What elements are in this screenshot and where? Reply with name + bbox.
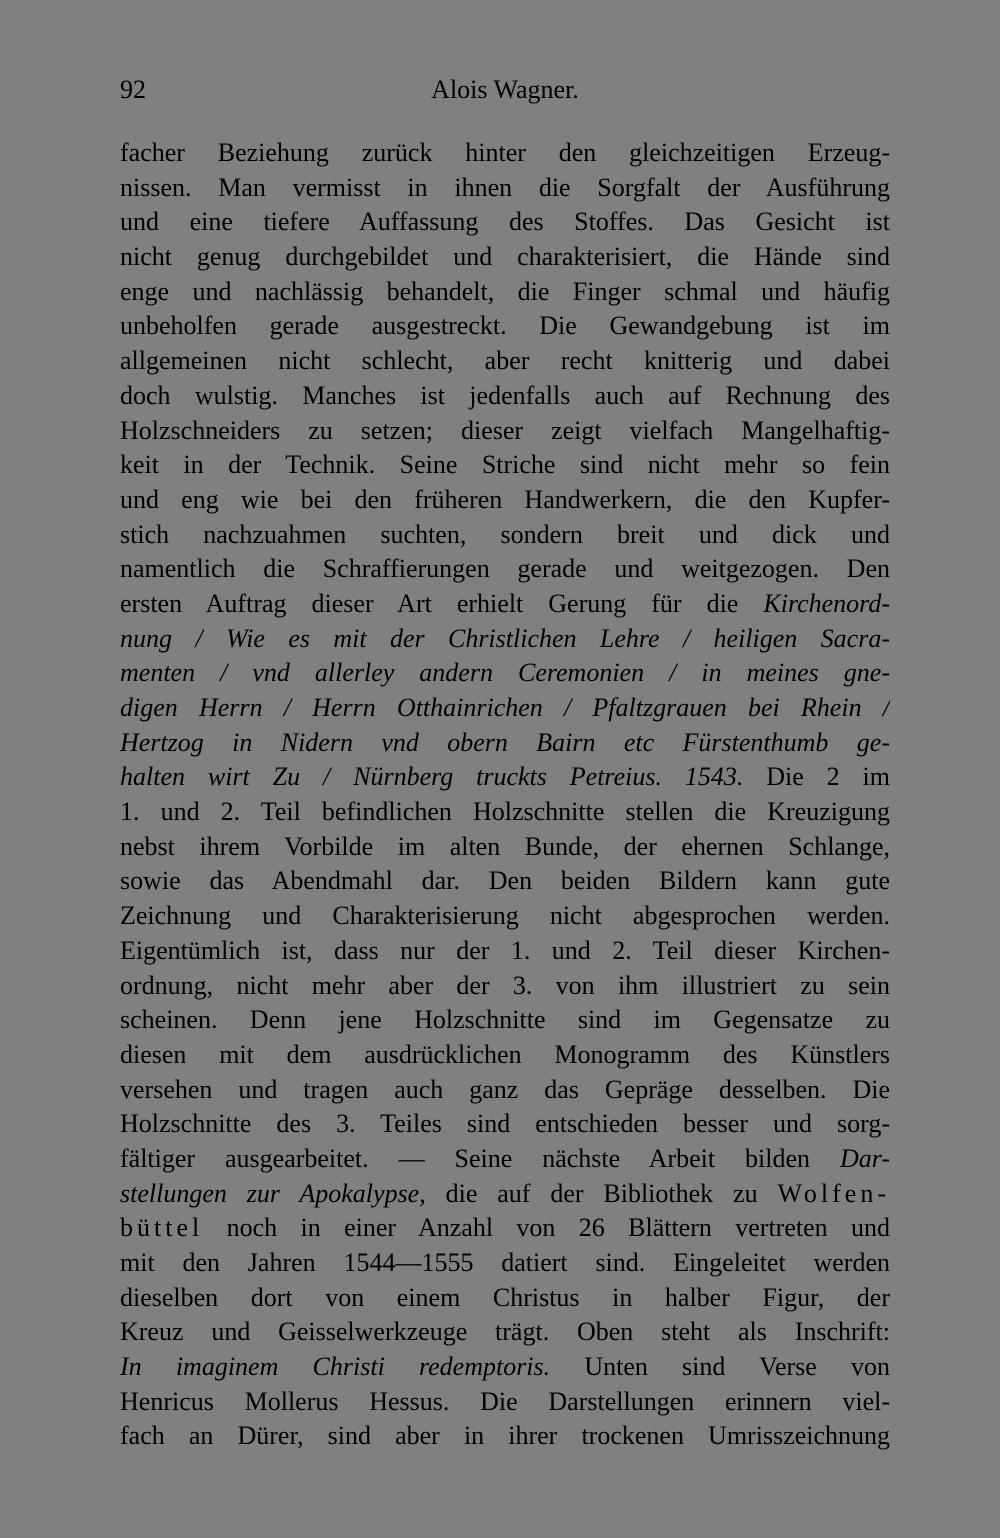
text-segment: unbeholfen gerade ausgestreckt. Die Gewandgebung ist im <box>120 311 890 341</box>
text-line <box>120 760 890 795</box>
text-segment: die auf der Bibliothek zu <box>425 1178 778 1208</box>
text-segment: Kreuz und Geisselwerkzeuge trägt. Oben steht als Inschrift: <box>120 1317 890 1347</box>
text-line <box>120 1246 890 1281</box>
text-line <box>120 587 890 622</box>
text-segment: Zeichnung und Charakterisierung nicht abgesprochen werden. <box>120 901 890 931</box>
text-line <box>120 309 890 344</box>
text-line <box>120 344 890 379</box>
text-line <box>120 830 890 865</box>
text-segment: ersten Auftrag dieser Art erhielt Gerung für die <box>120 588 764 618</box>
text-line <box>120 552 890 587</box>
page-header <box>120 72 890 108</box>
text-segment: enge und nachlässig behandelt, die Finger schmal und häufig <box>120 276 890 306</box>
text-segment: sowie das Abendmahl dar. Den beiden Bildern kann gute <box>120 866 890 896</box>
text-segment: noch in einer Anzahl von 26 Blättern vertreten und <box>203 1213 890 1243</box>
text-segment: keit in der Technik. Seine Striche sind nicht mehr so fein <box>120 450 890 480</box>
text-line <box>120 934 890 969</box>
text-line <box>120 379 890 414</box>
text-line <box>120 1038 890 1073</box>
text-segment: 1. und 2. Teil befindlichen Holzschnitte stellen die Kreuzigung <box>120 797 890 827</box>
text-line <box>120 1281 890 1316</box>
spaced-text: Wolfen- <box>777 1178 890 1208</box>
text-line <box>120 483 890 518</box>
spaced-text: büttel <box>120 1213 204 1243</box>
text-line <box>120 795 890 830</box>
text-line <box>120 136 890 171</box>
text-line <box>120 1211 890 1246</box>
italic-text: Hertzog in Nidern vnd obern Bairn etc Fürstenthumb ge- <box>120 727 890 757</box>
text-segment: fältiger ausgearbeitet. — Seine nächste Arbeit bilden <box>120 1143 840 1173</box>
text-segment: versehen und tragen auch ganz das Gepräge desselben. Die <box>120 1074 890 1104</box>
text-segment: und eine tiefere Auffassung des Stoffes. Das Gesicht ist <box>120 207 890 237</box>
body-paragraph <box>120 136 890 1454</box>
text-segment: und eng wie bei den früheren Handwerkern, die den Kupfer- <box>120 484 890 514</box>
text-segment: Holzschneiders zu setzen; dieser zeigt vielfach Mangelhaftig- <box>120 415 890 445</box>
text-line <box>120 691 890 726</box>
text-segment: nicht genug durchgebildet und charakterisiert, die Hände sind <box>120 242 890 272</box>
italic-text: stellungen zur Apokalypse, <box>120 1178 426 1208</box>
text-line <box>120 726 890 761</box>
italic-text: In imaginem Christi redemptoris. <box>120 1352 551 1382</box>
italic-text: menten / vnd allerley andern Ceremonien / in meines gne- <box>120 658 890 688</box>
text-segment: Unten sind Verse von <box>550 1352 890 1382</box>
text-segment: namentlich die Schraffierungen gerade und weitgezogen. Den <box>120 554 890 584</box>
text-line <box>120 414 890 449</box>
text-line <box>120 1177 890 1212</box>
running-head: Alois Wagner. <box>431 75 579 104</box>
text-segment: ordnung, nicht mehr aber der 3. von ihm illustriert zu sein <box>120 970 890 1000</box>
text-line <box>120 622 890 657</box>
text-line <box>120 1385 890 1420</box>
page-number: 92 <box>120 75 146 104</box>
text-line <box>120 1315 890 1350</box>
text-line <box>120 1142 890 1177</box>
text-segment: nebst ihrem Vorbilde im alten Bunde, der ehernen Schlange, <box>120 831 890 861</box>
text-segment: Eigentümlich ist, dass nur der 1. und 2. Teil dieser Kirchen- <box>120 935 890 965</box>
text-line <box>120 656 890 691</box>
text-segment: dieselben dort von einem Christus in halber Figur, der <box>120 1282 890 1312</box>
text-line <box>120 1003 890 1038</box>
text-line <box>120 899 890 934</box>
text-line <box>120 1419 890 1454</box>
text-line <box>120 275 890 310</box>
text-segment: diesen mit dem ausdrücklichen Monogramm des Künstlers <box>120 1039 890 1069</box>
text-line <box>120 448 890 483</box>
text-segment: scheinen. Denn jene Holzschnitte sind im Gegensatze zu <box>120 1005 890 1035</box>
text-line <box>120 171 890 206</box>
text-segment: stich nachzuahmen suchten, sondern breit und dick und <box>120 519 890 549</box>
italic-text: digen Herrn / Herrn Otthainrichen / Pfaltzgrauen bei Rhein / <box>120 693 890 722</box>
text-segment: mit den Jahren 1544—1555 datiert sind. Eingeleitet werden <box>120 1248 890 1277</box>
text-line <box>120 1073 890 1108</box>
italic-text: nung / Wie es mit der Christlichen Lehre / heiligen Sacra- <box>120 623 890 653</box>
text-segment: Henricus Mollerus Hessus. Die Darstellungen erinnern viel- <box>120 1386 890 1416</box>
italic-text: halten wirt Zu / Nürnberg truckts Petreius. 1543. <box>120 762 744 792</box>
text-line <box>120 864 890 899</box>
text-line <box>120 518 890 553</box>
text-line <box>120 1107 890 1142</box>
text-segment: Die 2 im <box>743 762 890 792</box>
text-segment: Holzschnitte des 3. Teiles sind entschieden besser und sorg- <box>120 1109 890 1139</box>
text-segment: nissen. Man vermisst in ihnen die Sorgfalt der Ausführung <box>120 172 890 202</box>
italic-text: Dar- <box>839 1143 890 1173</box>
text-line <box>120 205 890 240</box>
text-line <box>120 1350 890 1385</box>
text-segment: facher Beziehung zurück hinter den gleichzeitigen Erzeug- <box>120 138 890 167</box>
text-segment: fach an Dürer, sind aber in ihrer trockenen Umrisszeichnung <box>120 1421 890 1451</box>
text-segment: doch wulstig. Manches ist jedenfalls auch auf Rechnung des <box>120 380 890 410</box>
italic-text: Kirchenord- <box>763 588 890 618</box>
text-segment: allgemeinen nicht schlecht, aber recht knitterig und dabei <box>120 346 890 376</box>
text-line <box>120 240 890 275</box>
text-line <box>120 969 890 1004</box>
